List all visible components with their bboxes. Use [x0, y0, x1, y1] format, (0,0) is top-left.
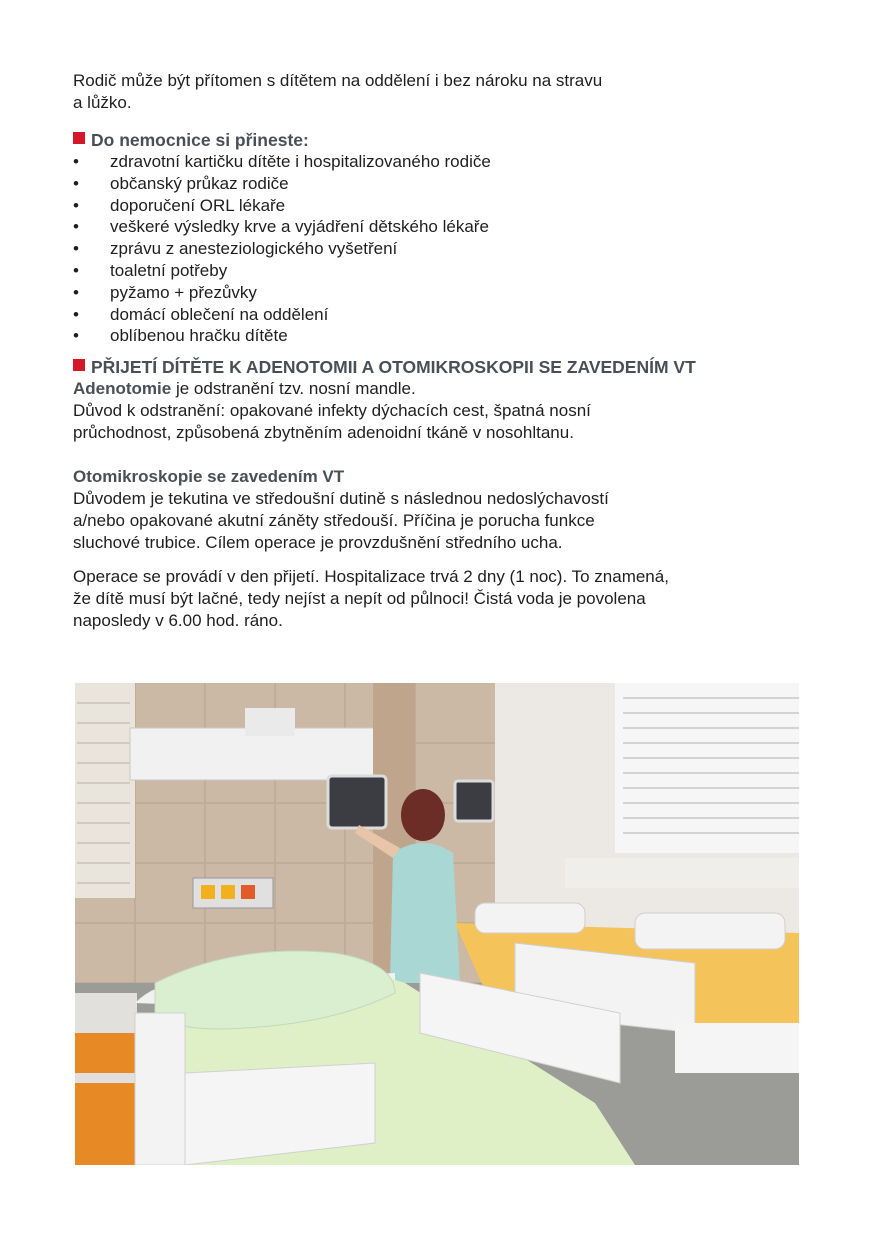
admission-heading-text: PŘIJETÍ DÍTĚTE K ADENOTOMII A OTOMIKROSKOPII SE ZAVEDENÍM VT	[91, 357, 696, 378]
otomicroscopy-text: sluchové trubice. Cílem operace je provzdušnění středního ucha.	[73, 533, 563, 553]
bullet-icon: •	[73, 217, 79, 237]
bullet-icon: •	[73, 282, 79, 302]
intro-paragraph	[73, 70, 813, 114]
list-item: • pyžamo + přezůvky	[73, 282, 257, 302]
otomicroscopy-text: Důvodem je tekutina ve středoušní dutině s následnou nedoslýchavostí	[73, 489, 609, 509]
list-item: • zprávu z anesteziologického vyšetření	[73, 239, 398, 259]
red-square-icon	[73, 132, 85, 144]
operation-text: Operace se provádí v den přijetí. Hospitalizace trvá 2 dny (1 noc). To znamená,	[73, 567, 669, 587]
operation-text: že dítě musí být lačné, tedy nejíst a nepít od půlnoci! Čistá voda je povolena	[73, 589, 646, 609]
list-item: • domácí oblečení na oddělení	[73, 304, 329, 324]
list-item: • občanský průkaz rodiče	[73, 173, 289, 193]
otomicroscopy-text: a/nebo opakované akutní záněty středouší. Příčina je porucha funkce	[73, 511, 595, 531]
bring-heading	[73, 129, 813, 151]
bullet-icon: •	[73, 152, 79, 171]
operation-text: naposledy v 6.00 hod. ráno.	[73, 611, 283, 631]
bullet-icon: •	[73, 326, 79, 346]
bullet-icon: •	[73, 304, 79, 324]
document-page	[73, 70, 813, 632]
admission-heading	[73, 356, 813, 378]
list-item: • oblíbenou hračku dítěte	[73, 326, 288, 346]
adenotomy-term: Adenotomie	[73, 379, 172, 399]
adenotomy-reason: průchodnost, způsobená zbytněním adenoidní tkáně v nosohltanu.	[73, 423, 574, 443]
bullet-icon: •	[73, 195, 79, 215]
adenotomy-reason: Důvod k odstranění: opakované infekty dýchacích cest, špatná nosní	[73, 401, 591, 421]
otomicroscopy-title: Otomikroskopie se zavedením VT	[73, 467, 345, 487]
bullet-icon: •	[73, 239, 79, 259]
list-item: • toaletní potřeby	[73, 260, 228, 280]
bring-list	[73, 151, 813, 347]
intro-line: a lůžko.	[73, 93, 132, 112]
list-item: • zdravotní kartičku dítěte i hospitalizovaného rodiče	[73, 152, 491, 171]
adenotomy-definition: Adenotomie je odstranění tzv. nosní mandle.	[73, 379, 416, 399]
red-square-icon	[73, 359, 85, 371]
list-item: • veškeré výsledky krve a vyjádření dětského lékaře	[73, 217, 489, 237]
bring-heading-text: Do nemocnice si přineste:	[91, 130, 309, 150]
bullet-icon: •	[73, 260, 79, 280]
hospital-room-photo	[75, 683, 799, 1165]
bullet-icon: •	[73, 173, 79, 193]
intro-line: Rodič může být přítomen s dítětem na oddělení i bez nároku na stravu	[73, 71, 603, 90]
list-item: • doporučení ORL lékaře	[73, 195, 286, 215]
